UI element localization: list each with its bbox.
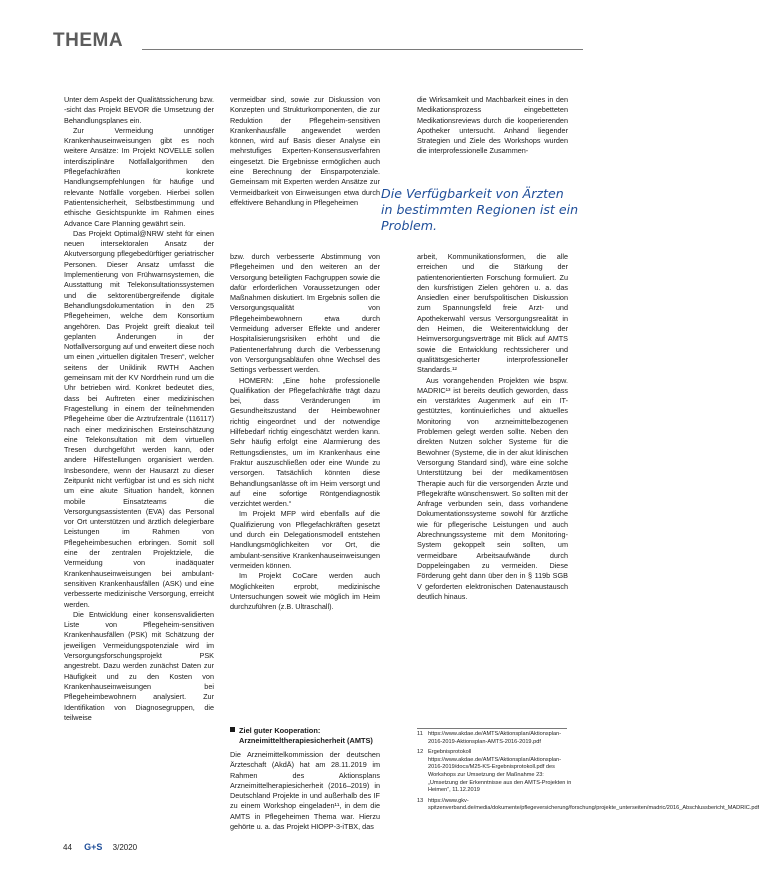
footnotes [417, 731, 759, 816]
pull-quote-line: Die Verfügbarkeit von Ärzten [381, 186, 564, 201]
paragraph: vermeidbar sind, sowie zur Diskussion von Konzepten und Strukturkomponenten, die zur Reduktion der Pflegeheim-sensitiven Krankenhausfälle angewendet werden können, wird auf Basis dieser Analyse ein mehrstufiges Experten-Konsensusverfahren eingesetzt. Die Ergebnisse ermöglichen auch eine Berechnung der Einsparpotenziale. Gemeinsam mit Experten werden Ansätze zur Vermeidbarkeit von Einweisungen etwa durch effektivere Behandlung in Pflegeheimen [230, 95, 380, 207]
footnote-link[interactable]: https://www.gkv-spitzenverband.de/media/dokumente/pflegeversicherung/forschung/projekte_unterseiten/madric/2016_Abschlussbericht_MADRIC.pdf [428, 797, 759, 812]
footnote-number: 12 [417, 749, 424, 756]
column-2-main [230, 252, 380, 612]
paragraph: Unter dem Aspekt der Qualitätssicherung bzw. -sicht das Projekt BEVOR die Umsetzung der Behandlungsplanes ein. [64, 95, 214, 125]
paragraph: bzw. durch verbesserte Abstimmung von Pflegeheimen und den weiteren an der Versorgung beteiligten Fachgruppen sowie die dafür erforderlichen Voraussetzungen oder Maßnahmen diskutiert. Im Ergebnis sollen die Versorgungsqualität von Pflegeheimbewohnern etwa durch Vermeidung adverser Effekte und anderer Hospitalisierungsrisiken erhöht und die Patientenerfahrung durch die Verbesserung von Versorgungsabläufen ohne Wechsel des Settings verbessert werden. [230, 252, 380, 375]
paragraph: HOMERN: „Eine hohe professionelle Qualifikation der Pflegefachkräfte trägt dazu bei, dass Veränderungen im Gesundheitszustand der Heimbewohner richtig eingeordnet und der notwendige Hilfebedarf richtig eingeschätzt werden kann. Sehr häufig erfolgt eine Alarmierung des Rettungsdienstes, um im Krankenhaus eine Fraktur auszuschließen oder eine Wunde zu versorgen. Tatsächlich könnten diese Behandlungsanlässe oft im Heim versorgt und auf eine sofortige Röntgendiagnostik verzichtet werden.“ [230, 375, 380, 509]
subheading-line-2: Arzneimitteltherapiesicherheit (AMTS) [239, 736, 373, 746]
journal-logo: G+S [84, 842, 103, 852]
paragraph: Aus vorangehenden Projekten wie bspw. MADRIC¹³ ist bereits deutlich geworden, dass ein verstärktes Augenmerk auf ein IT-gestütztes, kontinuierliches und aktuelles Monitoring von arzneimittelbezogenen Problemen gelegt werden sollte. Neben den direkten Nutzen solcher Systeme für die Bewohner (Systeme, die in der akut klinischen Versorgung Standard sind), wäre eine solche Unterstützung bei der medikamentösen Therapie auch für die versorgenden Ärzte und Pflegekräfte wünschenswert. So sollten mit der Anfrage verbunden sein, dass vorhandene Dokumentationssysteme sowohl für ärztliche wie für pflegerische Leistungen und auch Abrechnungssysteme mit dem Monitoring-System gekoppelt sein sollten, um vermeidbare Arbeitsaufwände durch Doppeleingaben zu vermeiden. Diese Förderung geht dann über den in § 119b SGB V geforderten elektronischen Datenaustausch deutlich hinaus. [417, 375, 568, 601]
column-1 [64, 95, 214, 723]
subheading [230, 726, 390, 747]
page-footer [63, 842, 137, 852]
subheading-line-1: Ziel guter Kooperation: [239, 726, 321, 735]
paragraph: Zur Vermeidung unnötiger Krankenhauseinweisungen gibt es noch weitere Ansätze: Im Projekt NOVELLE sollen interdisziplinäre Notfallalgorithmen den Pflegefachkräften konkrete Handlungsempfehlungen für häufige und relevante Notfälle vorgeben. Hierbei sollen Patientensicherheit, Selbstbestimmung und ethische Gesichtspunkte im Rahmen eines Advance Care Planning gewährt sein. [64, 125, 214, 228]
column-3-main [417, 252, 568, 602]
pull-quote [381, 186, 586, 234]
footnote [417, 749, 572, 795]
column-2-bottom [230, 750, 380, 832]
paragraph: Im Projekt CoCare werden auch Möglichkeiten erprobt, medizinische Untersuchungen soweit wie möglich im Heim durchzuführen (z.B. Ultraschall). [230, 571, 380, 612]
footnote-rule [417, 728, 567, 729]
paragraph: Die Entwicklung einer konsensvalidierten Liste von Pflegeheim-sensitiven Krankenhausfällen (PSK) mit Schätzung der jeweiligen Vermeidungspotenziale wird im Versorgungsforschungsprojekt PSK angestrebt. Dazu werden zunächst Daten zur Häufigkeit und zu den Kosten von Krankenhauseinweisungen bei Pflegeheimbewohnern analysiert. Zur Identifikation von Diagnosegruppen, die teilweise [64, 609, 214, 722]
paragraph: Im Projekt MFP wird ebenfalls auf die Qualifizierung von Pflegefachkräften gesetzt und durch ein Delegationsmodell entstehen Handlungsmöglichkeiten vor Ort, die ambulant-sensitive Krankenhauseinweisungen vermeiden können. [230, 509, 380, 570]
paragraph: Das Projekt Optimal@NRW steht für einen neuen intersektoralen Ansatz der Akutversorgung pflegebedürftiger geriatrischer Personen. Dieser Ansatz umfasst die Implementierung von Frühwarnsystemen, die Ausstattung mit Telekonsultationssystemen und die sektorenübergreifende digitale Behandlungsdokumentation in den 25 Pflegeheimen, welche dem Konsortium angehören. Das Projekt greift dieakut teil geplanten Änderungen in der Notfallversorgung auf und erweitert diese noch um einen „virtuellen digitalen Tresen“, welcher seitens der Uniklinik RWTH Aachen gemeinsam mit der KV Nordrhein rund um die Uhr betrieben wird. Konkret bedeutet dies, dass bei Auftreten einer medizinischen Fragestellung in einem der teilnehmenden Pflegeheime über die Arztrufzentrale (116117) nach einer medizinischen Ersteinschätzung eine Telekonsultation mit dem virtuellen Tresen durchgeführt werden kann, oder andere Hilfestellungen organisiert werden. Insbesondere, wenn der Hausarzt zu dieser Zeitpunkt nicht verfügbar ist und es sich nicht um eine akute Situation handelt, können mobile Einsatzteams die Versorgungsassistenten (EVA) das Personal vor Ort unterstützen und ärztlich delegierbare Leistungen im Rahmen von Pflegeheimbesuchen erbringen. Somit soll eine der zentralen Projektziele, die Vermeidung von inadäquater Krankenhauseinweisungen bei ambulant-sensitiven Krankenhausfällen (ASK) und eine verbesserte medizinische Versorgung, erreicht werden. [64, 228, 214, 609]
section-title: THEMA [53, 30, 124, 51]
issue-number: 3/2020 [112, 843, 138, 852]
footnote [417, 797, 759, 813]
footnote-link[interactable]: https://www.akdae.de/AMTS/Aktionsplan/Aktionsplan-2016-2019-Aktionsplan-AMTS-2016-2019.pdf [428, 731, 562, 745]
pull-quote-line: in bestimmten Regionen ist ein [381, 202, 579, 217]
paragraph: die Wirksamkeit und Machbarkeit eines in den Medikationsprozess eingebetteten Medikationsreviews durch die kooperierenden Apotheker untersucht. Anhand liegender Strategien und Ziele des Workshops wurden die interprofessionelle Zusammen- [417, 95, 568, 156]
square-bullet-icon [230, 727, 235, 732]
column-2-top [230, 95, 380, 208]
page-number: 44 [63, 843, 72, 852]
footnote-text[interactable]: Ergebnisprotokoll https://www.akdae.de/AMTS/Aktionsplan/Aktionsplan-2016-2019/docs/M25-KS-Ergebnisprotokoll.pdf des Workshops zur Umsetzung der Maßnahme 23: „Umsetzung der Erkenntnisse aus den AMTS-Projekten in Heimen“, 11.12.2019 [428, 749, 572, 794]
paragraph: Die Arzneimittelkommission der deutschen Ärzteschaft (AkdÄ) hat am 28.11.2019 im Rahmen des Aktionsplans Arzneimittelherapiesicherheit (2016–2019) in Deutschland Projekte in und außerhalb des IF zu einem Workshop eingeladen¹¹, in dem die AMTS in Pflegeheimen Thema war. Hierzu gehörte u. a. das Projekt HIOPP-3-iTBX, das [230, 750, 380, 832]
paragraph: arbeit, Kommunikationsformen, die alle erreichen und die Stärkung der patientenorientierten Forschung formuliert. Zu den kursfristigen Zielen gehören u. a. das Ansiedlen einer berufspolitischen Diskussion zum Spannungsfeld freie Arzt- und Apothekerwahl versus Versorgungsrealität in den Heimen, die Weiterentwicklung der Heimversorgungsverträge mit Blick auf AMTS sowie die Entwicklung rechtssicherer und qualitätsgesicherter interprofessioneller Standards.¹² [417, 252, 568, 375]
column-3-top [417, 95, 568, 157]
page-header [53, 30, 583, 58]
header-rule [142, 49, 583, 50]
pull-quote-line: Problem. [381, 218, 437, 233]
footnote-number: 13 [417, 797, 424, 804]
footnote-number: 11 [417, 731, 423, 737]
footnote [417, 731, 572, 746]
